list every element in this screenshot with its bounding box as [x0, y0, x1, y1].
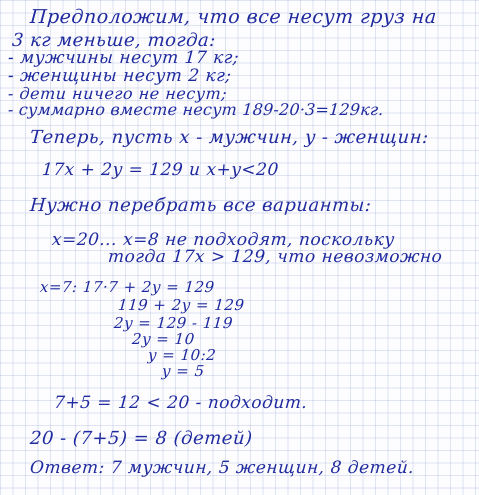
text-line-not-fit-cont: тогда 17x > 129, что невозможно	[107, 247, 444, 267]
text-line-variables: Теперь, пусть x - мужчин, y - женщин:	[29, 127, 430, 148]
text-line-calc-3: 2y = 10	[131, 330, 196, 348]
text-line-calc-2: 2y = 129 - 119	[113, 314, 234, 332]
text-line-total: - суммарно вместе несут 189-20·3=129кг.	[7, 100, 385, 119]
text-line-x7: x=7: 17·7 + 2y = 129	[39, 278, 216, 296]
text-line-men: - мужчины несут 17 кг;	[7, 48, 240, 68]
text-line-children-count: 20 - (7+5) = 8 (детей)	[29, 428, 254, 449]
text-line-enumerate: Нужно перебрать все варианты:	[29, 195, 373, 216]
text-line-equations: 17x + 2y = 129 и x+y<20	[41, 160, 280, 180]
text-line-not-fit: x=20... x=8 не подходят, поскольку	[51, 230, 396, 250]
text-line-check: 7+5 = 12 < 20 - подходит.	[53, 393, 309, 413]
text-line-calc-4: y = 10:2	[147, 346, 217, 364]
text-line-children: - дети ничего не несут;	[7, 84, 228, 103]
text-line-calc-1: 119 + 2y = 129	[117, 296, 246, 314]
text-line-assumption: Предположим, что все несут груз на	[29, 6, 438, 28]
text-line-women: - женщины несут 2 кг;	[7, 66, 233, 86]
text-line-assumption-cont: 3 кг меньше, тогда:	[11, 30, 217, 51]
text-line-calc-5: y = 5	[161, 362, 206, 380]
text-line-answer: Ответ: 7 мужчин, 5 женщин, 8 детей.	[29, 458, 415, 478]
